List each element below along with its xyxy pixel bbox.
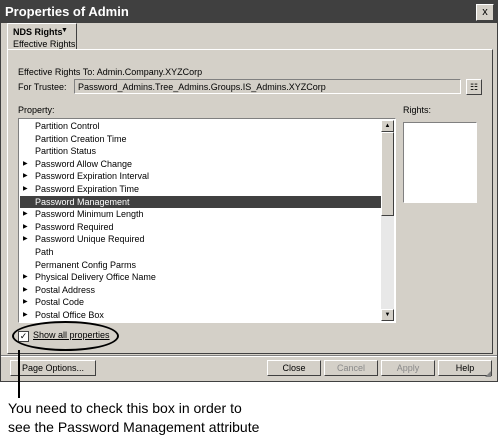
browse-icon[interactable]: ☷ <box>466 79 482 95</box>
triangle-icon: ▶ <box>23 236 28 243</box>
property-list-item[interactable] <box>20 196 382 208</box>
triangle-icon: ▶ <box>23 312 28 318</box>
rights-label: Rights: <box>403 105 432 115</box>
annotation-pointer <box>18 350 20 398</box>
property-list-item[interactable] <box>20 145 382 157</box>
property-list-item-label: Postal Office Box <box>35 310 104 320</box>
property-list[interactable] <box>18 118 396 323</box>
trustee-field[interactable]: Password_Admins.Tree_Admins.Groups.IS_Admins.XYZCorp <box>74 79 461 94</box>
property-list-item[interactable] <box>20 246 382 258</box>
triangle-icon: ▶ <box>23 274 28 281</box>
rights-box[interactable] <box>403 122 477 203</box>
property-list-item[interactable] <box>20 170 382 182</box>
triangle-icon: ▶ <box>23 286 28 293</box>
property-list-item-label: Postal Address <box>35 284 96 295</box>
highlight-ellipse <box>12 321 119 351</box>
window-title: Properties of Admin <box>5 4 129 19</box>
trustee-label: For Trustee: <box>18 82 67 92</box>
property-label: Property: <box>18 105 55 115</box>
property-list-item-label: Permanent Config Parms <box>35 259 137 270</box>
triangle-icon: ▶ <box>23 173 28 180</box>
property-list-item-label: Path <box>35 247 54 257</box>
tab-sublabel: Effective Rights <box>13 39 76 49</box>
property-list-scrollbar[interactable] <box>381 120 394 321</box>
property-list-item[interactable] <box>20 120 382 132</box>
property-list-item[interactable] <box>20 309 382 321</box>
scroll-down-icon[interactable]: ▼ <box>381 309 394 321</box>
triangle-icon: ▶ <box>23 211 28 218</box>
scroll-up-icon[interactable]: ▲ <box>381 120 394 132</box>
apply-button[interactable]: Apply <box>381 360 435 376</box>
property-list-item-label: Password Expiration Time <box>35 184 140 194</box>
resize-grip-icon[interactable]: ◢ <box>485 369 492 378</box>
tab-nds-rights[interactable] <box>7 23 77 49</box>
show-all-checkbox[interactable]: ✓ <box>19 331 28 341</box>
triangle-icon: ▶ <box>23 223 28 230</box>
close-window-button[interactable]: x <box>476 4 494 21</box>
property-list-item-label: Password Management <box>35 196 130 207</box>
divider <box>1 355 497 357</box>
property-list-item[interactable] <box>20 259 382 271</box>
close-button[interactable]: Close <box>267 360 321 376</box>
tab-label: NDS Rights <box>13 27 63 37</box>
annotation-line-1: You need to check this box in order to <box>8 400 242 416</box>
annotation-text <box>8 399 259 437</box>
property-list-item-label: Partition Status <box>35 146 97 157</box>
property-list-item[interactable] <box>20 233 382 245</box>
property-list-item[interactable] <box>20 208 382 220</box>
property-list-item[interactable] <box>20 271 382 283</box>
cancel-button[interactable]: Cancel <box>324 360 378 376</box>
effective-rights-label: Effective Rights To: Admin.Company.XYZCorp <box>18 67 203 77</box>
property-list-item[interactable] <box>20 133 382 145</box>
property-list-item-label: Postal Code <box>35 297 85 308</box>
property-list-item[interactable] <box>20 183 382 195</box>
triangle-icon: ▶ <box>23 186 28 192</box>
property-list-item-label: Password Unique Required <box>35 234 145 245</box>
property-list-item-label: Partition Creation Time <box>35 133 127 144</box>
title-bar <box>1 1 497 23</box>
annotation-line-2: see the Password Management attribute <box>8 419 260 435</box>
property-list-item-label: Password Expiration Interval <box>35 171 150 182</box>
property-list-item-label: Partition Control <box>35 121 100 131</box>
chevron-down-icon[interactable]: ▼ <box>61 27 68 34</box>
triangle-icon: ▶ <box>23 299 28 306</box>
scroll-thumb[interactable] <box>381 132 394 216</box>
page-options-button[interactable]: Page Options... <box>10 360 96 376</box>
property-list-item-label: Password Required <box>35 221 114 232</box>
property-list-item[interactable] <box>20 296 382 308</box>
help-button[interactable]: Help <box>438 360 492 376</box>
property-list-item-label: Password Minimum Length <box>35 209 144 220</box>
show-all-label[interactable]: Show all properties <box>33 330 110 340</box>
property-list-item-label: Password Allow Change <box>35 158 133 169</box>
property-list-item[interactable] <box>20 221 382 233</box>
property-list-item[interactable] <box>20 158 382 170</box>
property-list-item[interactable] <box>20 284 382 296</box>
property-list-item-label: Physical Delivery Office Name <box>35 272 156 283</box>
triangle-icon: ▶ <box>23 160 28 167</box>
